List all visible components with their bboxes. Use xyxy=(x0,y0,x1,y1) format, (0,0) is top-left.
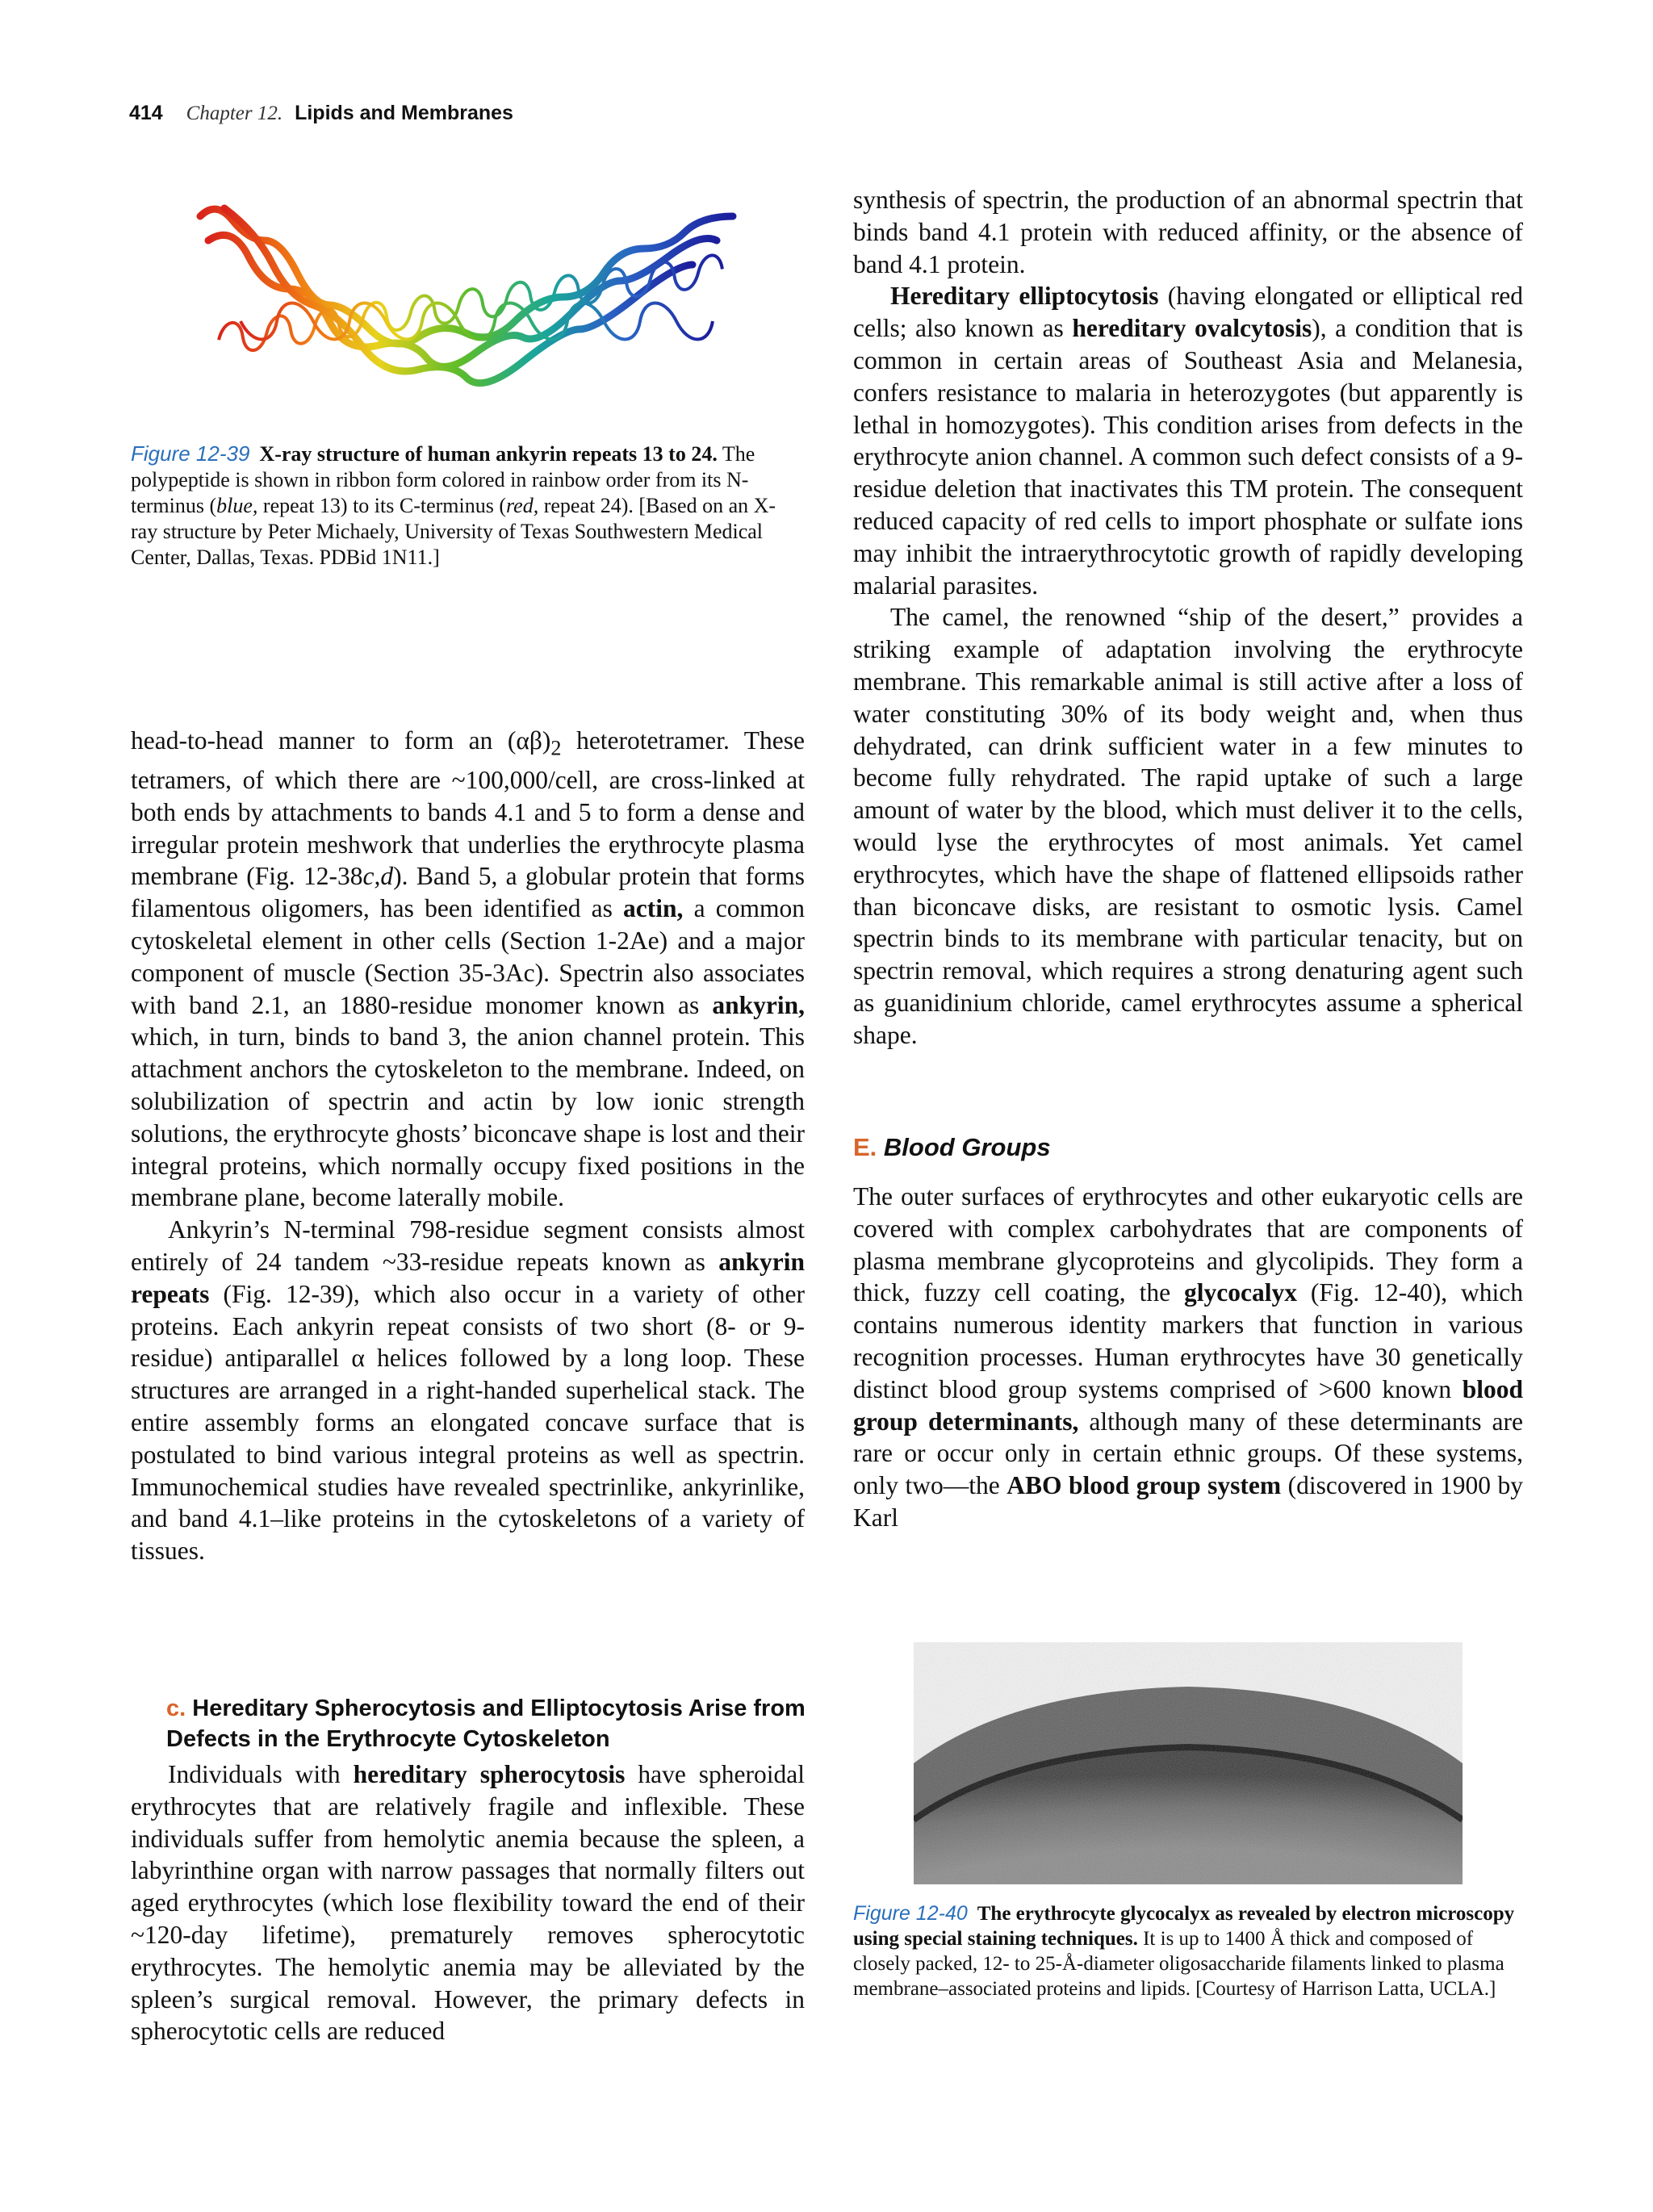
glycocalyx-micrograph xyxy=(914,1642,1463,1884)
paragraph: Hereditary elliptocytosis (having elongated or elliptical red cells; also known as hereditary ovalcytosis), a condition that is common in certain areas of Southeast Asia and Melanesia, confers resistance to malaria in heterozygotes (but apparently is lethal in homozygotes). This condition arises from defects in the erythrocyte anion channel. A common such defect consists of a 9-residue deletion that inactivates this TM protein. The consequent reduced capacity of red cells to import phosphate or sulfate ions may inhibit the intraerythrocytotic growth of rapidly developing malarial parasites. xyxy=(853,282,1523,600)
running-header xyxy=(129,102,513,125)
paragraph: The outer surfaces of erythrocytes and other eukaryotic cells are covered with complex carbohydrates that are components of plasma membrane glycoproteins and glycolipids. They form a thick, fuzzy cell coating, the glycocalyx (Fig. 12-40), which contains numerous identity markers that function in various recognition processes. Human erythrocytes have 30 genetically distinct blood group systems comprised of >600 known blood group determinants, although many of these determinants are rare or occur only in certain ethnic groups. Of these systems, only two—the ABO blood group system (discovered in 1900 by Karl xyxy=(853,1182,1523,1532)
chapter-label: Chapter 12. xyxy=(186,102,283,124)
chapter-title: Lipids and Membranes xyxy=(295,102,513,124)
paragraph: synthesis of spectrin, the production of an abnormal spectrin that binds band 4.1 protein with reduced affinity, or the absence of band 4.1 protein. xyxy=(853,186,1523,278)
figure-label: Figure 12-39 xyxy=(131,441,250,466)
right-column-bottom-text xyxy=(853,1181,1523,1534)
ankyrin-ribbon-figure xyxy=(184,184,749,426)
figure-label: Figure 12-40 xyxy=(853,1902,968,1925)
right-column-text xyxy=(853,184,1523,1052)
paragraph: head-to-head manner to form an $(\alpha\beta)_2$ heterotetramer. These tetramers, of which there are ~100,000/cell, are cross-linked at both ends by attachments to bands 4.1 and 5 to form a dense and irregular protein meshwork that underlies the erythrocyte plasma membrane (Fig. 12-38c,d). Band 5, a globular protein that forms filamentous oligomers, has been identified as actin, a common cytoskeletal element in other cells (Section 1-2Ae) and a major component of muscle (Section 35-3Ac). Spectrin also associates with band 2.1, an 1880-residue monomer known as ankyrin, which, in turn, binds to band 3, the anion channel protein. This attachment anchors the cytoskeleton to the membrane. Indeed, on solubilization of spectrin and actin by low ionic strength solutions, the erythrocyte ghosts’ biconcave shape is lost and their integral proteins, which normally occupy fixed positions in the membrane plane, become laterally mobile. xyxy=(131,726,806,1212)
section-heading: E. Blood Groups xyxy=(853,1133,1051,1161)
figure-12-39-caption: Figure 12-39 X-ray structure of human ankyrin repeats 13 to 24. The polypeptide is shown in ribbon form colored in rainbow order from its N-terminus (blue, repeat 13) to its C-terminus (red, repeat 24). [Based on an X-ray structure by Peter Michaely, University of Texas Southwestern Medical Center, Dallas, Texas. PDBid 1N11.] xyxy=(131,441,776,569)
left-column-bottom-text xyxy=(131,1758,805,2047)
paragraph: Ankyrin’s N-terminal 798-residue segment consists almost entirely of 24 tandem ~33-residue repeats known as ankyrin repeats (Fig. 12-39), which also occur in a variety of other proteins. Each ankyrin repeat consists of two short (8- or 9-residue) antiparallel α helices followed by a long loop. These structures are arranged in a right-handed superhelical stack. The entire assembly forms an elongated concave surface that is postulated to bind various integral proteins as well as spectrin. Immunochemical studies have revealed spectrinlike, ankyrinlike, and band 4.1–like proteins in the cytoskeletons of a variety of tissues. xyxy=(131,1215,805,1566)
figure-12-40-caption: Figure 12-40 The erythrocyte glycocalyx as revealed by electron microscopy using special staining techniques. It is up to 1400 Å thick and composed of closely packed, 12- to 25-Å-diameter oligosaccharide filaments linked to plasma membrane–associated proteins and lipids. [Courtesy of Harrison Latta, UCLA.] xyxy=(853,1902,1515,2000)
paragraph: Individuals with hereditary spherocytosis have spheroidal erythrocytes that are relatively fragile and inflexible. These individuals suffer from hemolytic anemia because the spleen, a labyrinthine organ with narrow passages that normally filters out aged erythrocytes (which lose flexibility toward the end of their ~120-day lifetime), prematurely removes spherocytotic erythrocytes. The hemolytic anemia may be alleviated by the spleen’s surgical removal. However, the primary defects in spherocytotic cells are reduced xyxy=(131,1760,805,2046)
subsection-heading: c. Hereditary Spherocytosis and Elliptocytosis Arise from Defects in the Erythrocyte Cytoskeleton xyxy=(166,1696,806,1752)
left-column-text xyxy=(131,725,805,1567)
paragraph: The camel, the renowned “ship of the desert,” provides a striking example of adaptation involving the erythrocyte membrane. This remarkable animal is still active after a loss of water constituting 30% of its body weight and, when thus dehydrated, can drink sufficient water in a few minutes to become fully rehydrated. The rapid uptake of such a large amount of water by the blood, which must deliver it to the cells, would lyse the erythrocytes of most animals. Yet camel erythrocytes, which have the shape of flattened ellipsoids rather than biconcave disks, are resistant to osmotic lysis. Camel spectrin binds to its membrane with particular tenacity, but on spectrin removal, which requires a strong denaturing agent such as guanidinium chloride, camel erythrocytes assume a spherical shape. xyxy=(853,603,1523,1049)
page-number: 414 xyxy=(129,102,163,124)
ribbon-helices xyxy=(200,208,733,383)
